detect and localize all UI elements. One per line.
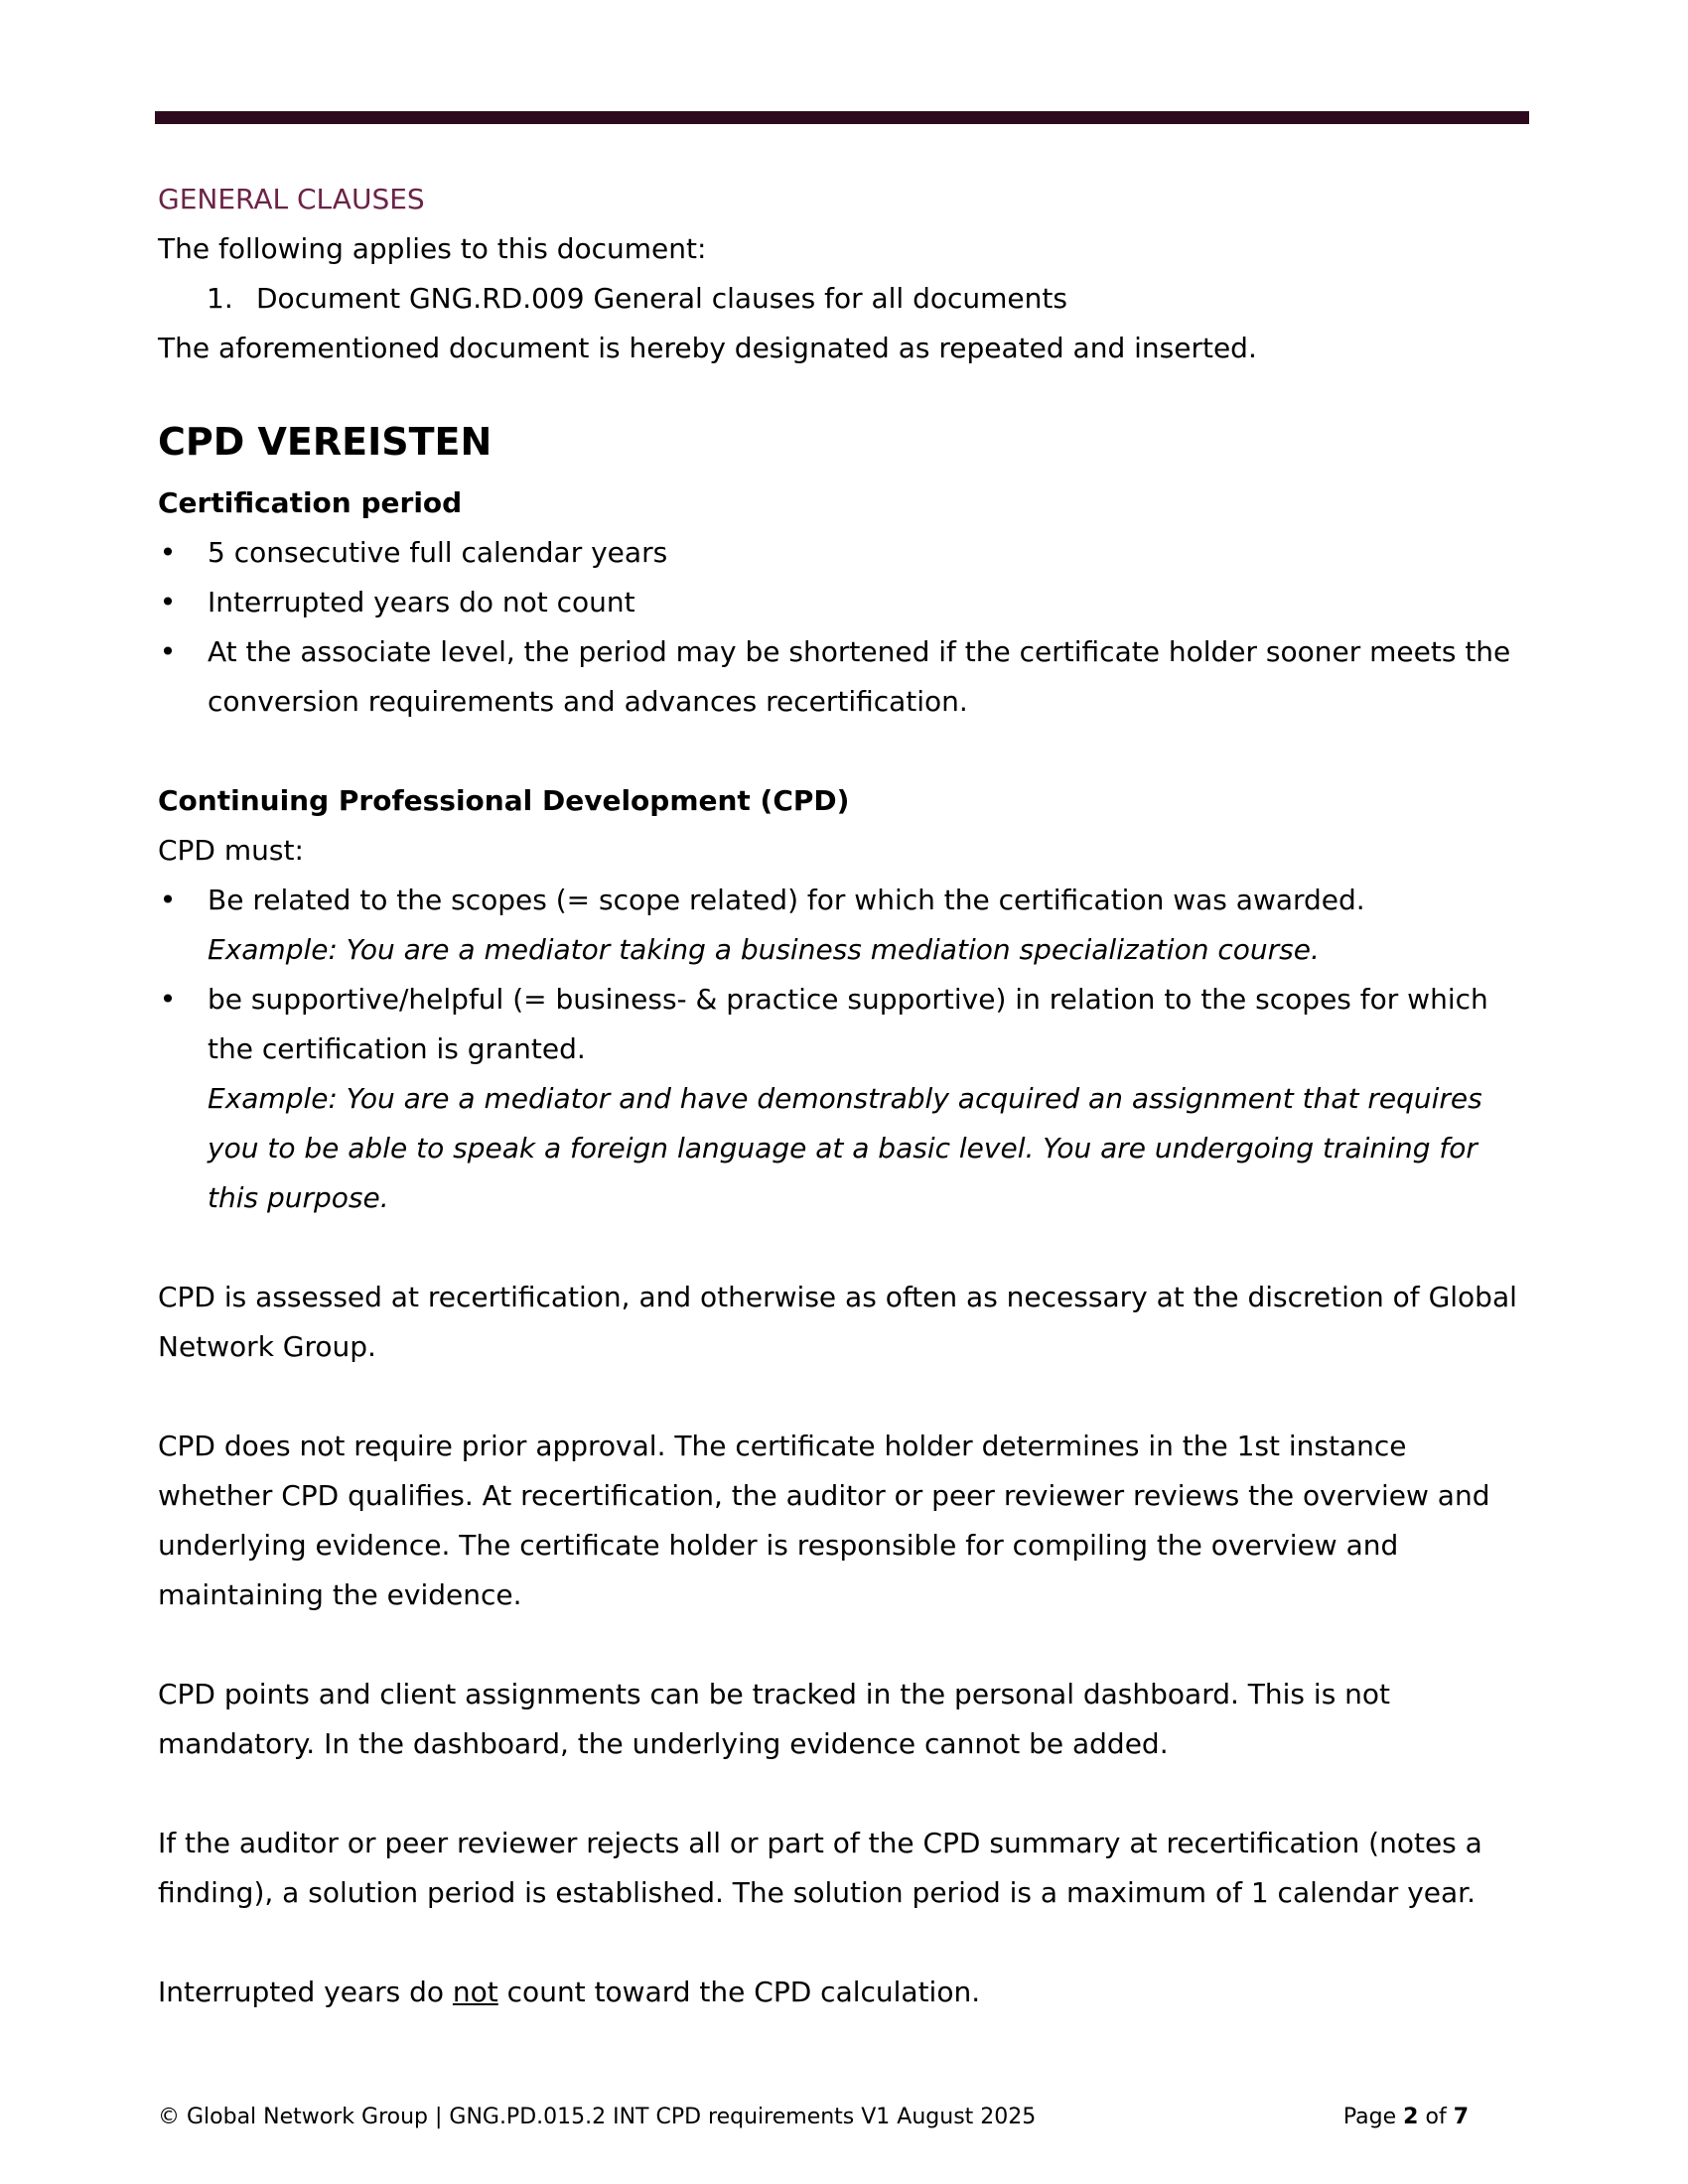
- document-body: [158, 175, 1528, 2017]
- cpd-heading: Continuing Professional Development (CPD): [158, 784, 850, 817]
- approval-paragraph: CPD does not require prior approval. The certificate holder determines in the 1st instance whether CPD qualifies. At recertification, the auditor or peer reviewer reviews the overview and underlying evidence. The certificate holder is responsible for compiling the overview and maintaining the evidence.: [158, 1430, 1490, 1611]
- general-clauses-label: GENERAL CLAUSES: [158, 183, 425, 215]
- bullet-icon: •: [159, 884, 177, 916]
- cpd-intro: CPD must:: [158, 834, 304, 867]
- list-item-text: Document GNG.RD.009 General clauses for all documents: [256, 282, 1067, 315]
- bullet-icon: •: [159, 586, 177, 618]
- list-item: [158, 528, 1528, 578]
- list-item-text: Be related to the scopes (= scope related) for which the certification was awarded.: [208, 884, 1365, 916]
- example-text: Example: You are a mediator taking a business mediation specialization course.: [208, 933, 1320, 966]
- list-item-text: be supportive/helpful (= business- & practice supportive) in relation to the scopes for which the certification is granted.: [208, 983, 1488, 1065]
- page-prefix: Page: [1342, 2105, 1404, 2129]
- example-text: Example: You are a mediator and have demonstrably acquired an assignment that requires you to be able to speak a foreign language at a basic level. You are undergoing training for this purpose.: [208, 1082, 1482, 1214]
- page-number: [1343, 2103, 1469, 2132]
- page-footer: [158, 2103, 1469, 2132]
- interrupted-paragraph: [158, 1968, 1528, 2017]
- current-page: 2: [1403, 2105, 1419, 2129]
- interrupted-suffix: count toward the CPD calculation.: [497, 1976, 981, 2008]
- list-item: [158, 578, 1528, 627]
- top-divider-rule: [155, 111, 1529, 124]
- footer-copyright: © Global Network Group | GNG.PD.015.2 INT CPD requirements V1 August 2025: [158, 2105, 1037, 2129]
- total-pages: 7: [1453, 2105, 1469, 2129]
- list-item-text: Interrupted years do not count: [208, 586, 635, 618]
- cpd-list: [158, 876, 1528, 1223]
- list-item: [158, 627, 1528, 727]
- interrupted-emphasis: not: [452, 1976, 498, 2008]
- bullet-icon: •: [159, 536, 177, 569]
- certification-list: [158, 528, 1528, 727]
- list-item: [158, 876, 1528, 975]
- rejection-paragraph: If the auditor or peer reviewer rejects all or part of the CPD summary at recertification (notes a finding), a solution period is established. The solution period is a maximum of 1 calendar year.: [158, 1827, 1482, 1909]
- assessed-paragraph: CPD is assessed at recertification, and otherwise as often as necessary at the discretion of Global Network Group.: [158, 1281, 1517, 1363]
- general-intro: The following applies to this document:: [158, 232, 707, 265]
- list-item-text: At the associate level, the period may be shortened if the certificate holder sooner meets the conversion requirements and advances recertification.: [208, 635, 1511, 718]
- list-item-text: 5 consecutive full calendar years: [208, 536, 668, 569]
- list-number: 1.: [207, 282, 233, 315]
- main-heading: CPD VEREISTEN: [158, 420, 492, 464]
- numbered-list-item: [158, 274, 1528, 324]
- dashboard-paragraph: CPD points and client assignments can be tracked in the personal dashboard. This is not mandatory. In the dashboard, the underlying evidence cannot be added.: [158, 1678, 1391, 1760]
- bullet-icon: •: [159, 983, 177, 1016]
- list-item: [158, 975, 1528, 1223]
- page-of: of: [1418, 2105, 1454, 2129]
- certification-period-heading: Certification period: [158, 486, 463, 519]
- general-closing: The aforementioned document is hereby designated as repeated and inserted.: [158, 332, 1257, 364]
- bullet-icon: •: [159, 635, 177, 668]
- interrupted-prefix: Interrupted years do: [158, 1976, 453, 2008]
